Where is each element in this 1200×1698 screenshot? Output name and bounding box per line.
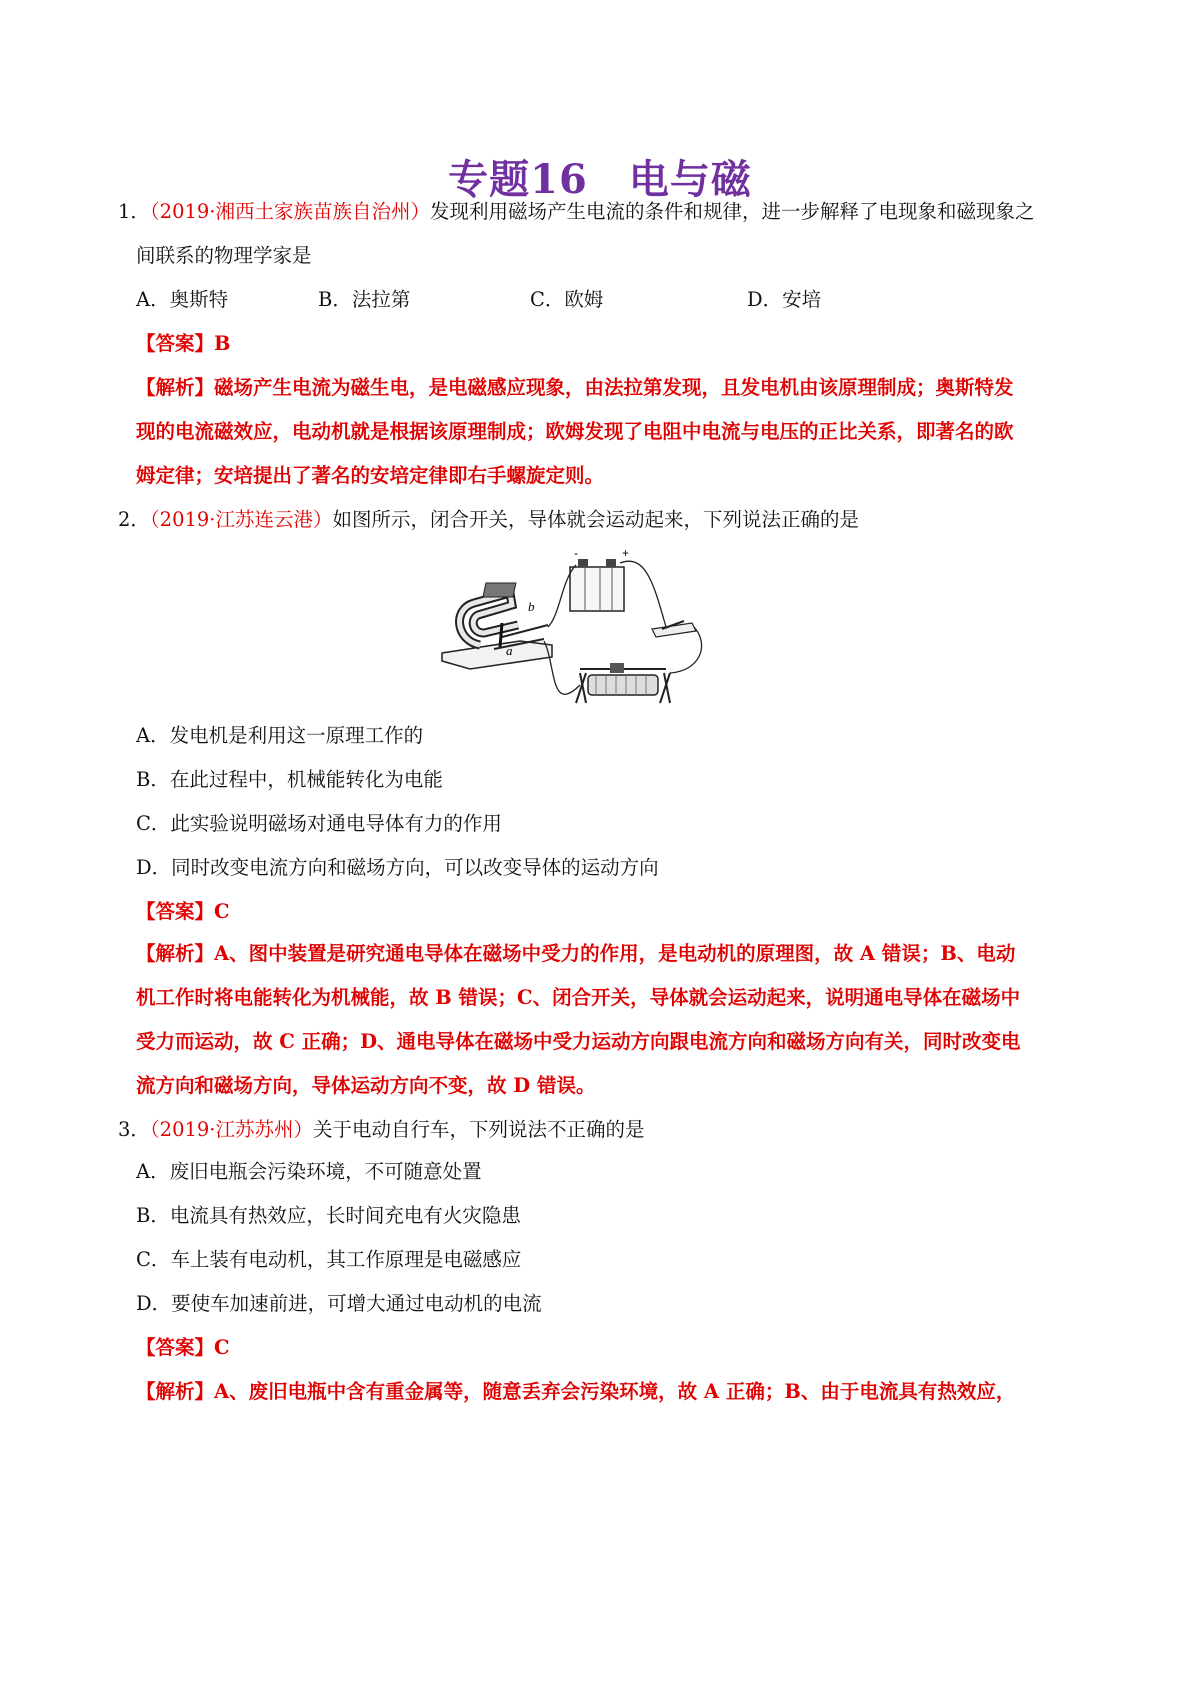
- circuit-figure: [440, 545, 770, 717]
- question-number: 3．: [118, 1118, 150, 1141]
- question-text: 发现利用磁场产生电流的条件和规律，进一步解释了电现象和磁现象之: [430, 200, 1035, 223]
- question-1-option-c: C．欧姆: [530, 288, 604, 311]
- answer-label: 【答案】: [136, 1336, 215, 1359]
- question-1-analysis-line-2: 现的电流磁效应，电动机就是根据该原理制成；欧姆发现了电阻中电流与电压的正比关系，即著名的欧: [136, 420, 1014, 443]
- question-1-analysis-line-3: 姆定律；安培提出了著名的安培定律即右手螺旋定则。: [136, 464, 605, 487]
- question-3-option-a: A．废旧电瓶会污染环境，不可随意处置: [136, 1160, 482, 1183]
- question-text: 关于电动自行车，下列说法不正确的是: [313, 1118, 645, 1141]
- label-a: a: [506, 643, 513, 658]
- question-3-analysis-line-1: [136, 1378, 1015, 1406]
- question-3-option-d: D．要使车加速前进，可增大通过电动机的电流: [136, 1292, 542, 1315]
- wire: [620, 561, 666, 627]
- question-1-option-d: D．安培: [747, 288, 822, 311]
- label-b: b: [528, 599, 535, 614]
- question-3-stem-line-1: [118, 1116, 645, 1144]
- question-1-option-a: A．奥斯特: [136, 288, 229, 311]
- question-3-answer: [136, 1334, 230, 1362]
- question-3-option-c: C．车上装有电动机，其工作原理是电磁感应: [136, 1248, 522, 1271]
- answer-label: 【答案】: [136, 332, 215, 355]
- question-1-stem-line-2: 间联系的物理学家是: [136, 244, 312, 267]
- analysis-text: 磁场产生电流为磁生电，是电磁感应现象，由法拉第发现，且发电机由该原理制成；奥斯特发: [214, 376, 1014, 399]
- question-2-option-d: D．同时改变电流方向和磁场方向，可以改变导体的运动方向: [136, 856, 659, 879]
- answer-label: 【答案】: [136, 900, 215, 923]
- analysis-label: 【解析】: [136, 942, 215, 965]
- question-3-option-b: B．电流具有热效应，长时间充电有火灾隐患: [136, 1204, 521, 1227]
- minus-sign: -: [574, 546, 578, 560]
- question-2-answer: [136, 898, 230, 926]
- magnet-pole: [483, 583, 516, 597]
- conductor-rod: [500, 623, 502, 647]
- question-source: （2019·江苏苏州）: [149, 1118, 313, 1141]
- answer-value: C: [214, 900, 230, 923]
- question-2-analysis-line-1: [136, 940, 1015, 968]
- analysis-text: A、废旧电瓶中含有重金属等，随意丢弃会污染环境，故 A 正确；B、由于电流具有热效应，: [214, 1380, 1016, 1403]
- question-source: （2019·江苏连云港）: [149, 508, 333, 531]
- question-2-analysis-line-2: 机工作时将电能转化为机械能，故 B 错误；C、闭合开关，导体就会运动起来，说明通电导体在磁场中: [136, 986, 1021, 1009]
- question-2-stem-line-1: [118, 506, 859, 534]
- plus-sign: +: [622, 546, 630, 560]
- question-2-option-c: C．此实验说明磁场对通电导体有力的作用: [136, 812, 502, 835]
- page-title: 专题16 电与磁: [448, 156, 752, 203]
- question-1-stem-line-1: [118, 198, 1035, 226]
- question-2-option-b: B．在此过程中，机械能转化为电能: [136, 768, 443, 791]
- base-board: [442, 641, 552, 669]
- analysis-text: A、图中装置是研究通电导体在磁场中受力的作用，是电动机的原理图，故 A 错误；B、电动: [214, 942, 1016, 965]
- question-2-analysis-line-4: 流方向和磁场方向，导体运动方向不变，故 D 错误。: [136, 1074, 596, 1097]
- analysis-label: 【解析】: [136, 1380, 215, 1403]
- rheostat: [588, 675, 658, 695]
- question-2-analysis-line-3: 受力而运动，故 C 正确；D、通电导体在磁场中受力运动方向跟电流方向和磁场方向有关，同时改变电: [136, 1030, 1021, 1053]
- question-1-option-b: B．法拉第: [318, 288, 411, 311]
- question-text: 如图所示，闭合开关，导体就会运动起来，下列说法正确的是: [332, 508, 860, 531]
- question-source: （2019·湘西土家族苗族自治州）: [149, 200, 430, 223]
- question-2-option-a: A．发电机是利用这一原理工作的: [136, 724, 424, 747]
- question-number: 2．: [118, 508, 150, 531]
- battery: [570, 567, 624, 611]
- question-number: 1．: [118, 200, 150, 223]
- analysis-label: 【解析】: [136, 376, 215, 399]
- answer-value: B: [214, 332, 231, 355]
- question-1-analysis-line-1: [136, 374, 1014, 402]
- answer-value: C: [214, 1336, 230, 1359]
- question-1-answer: [136, 330, 231, 358]
